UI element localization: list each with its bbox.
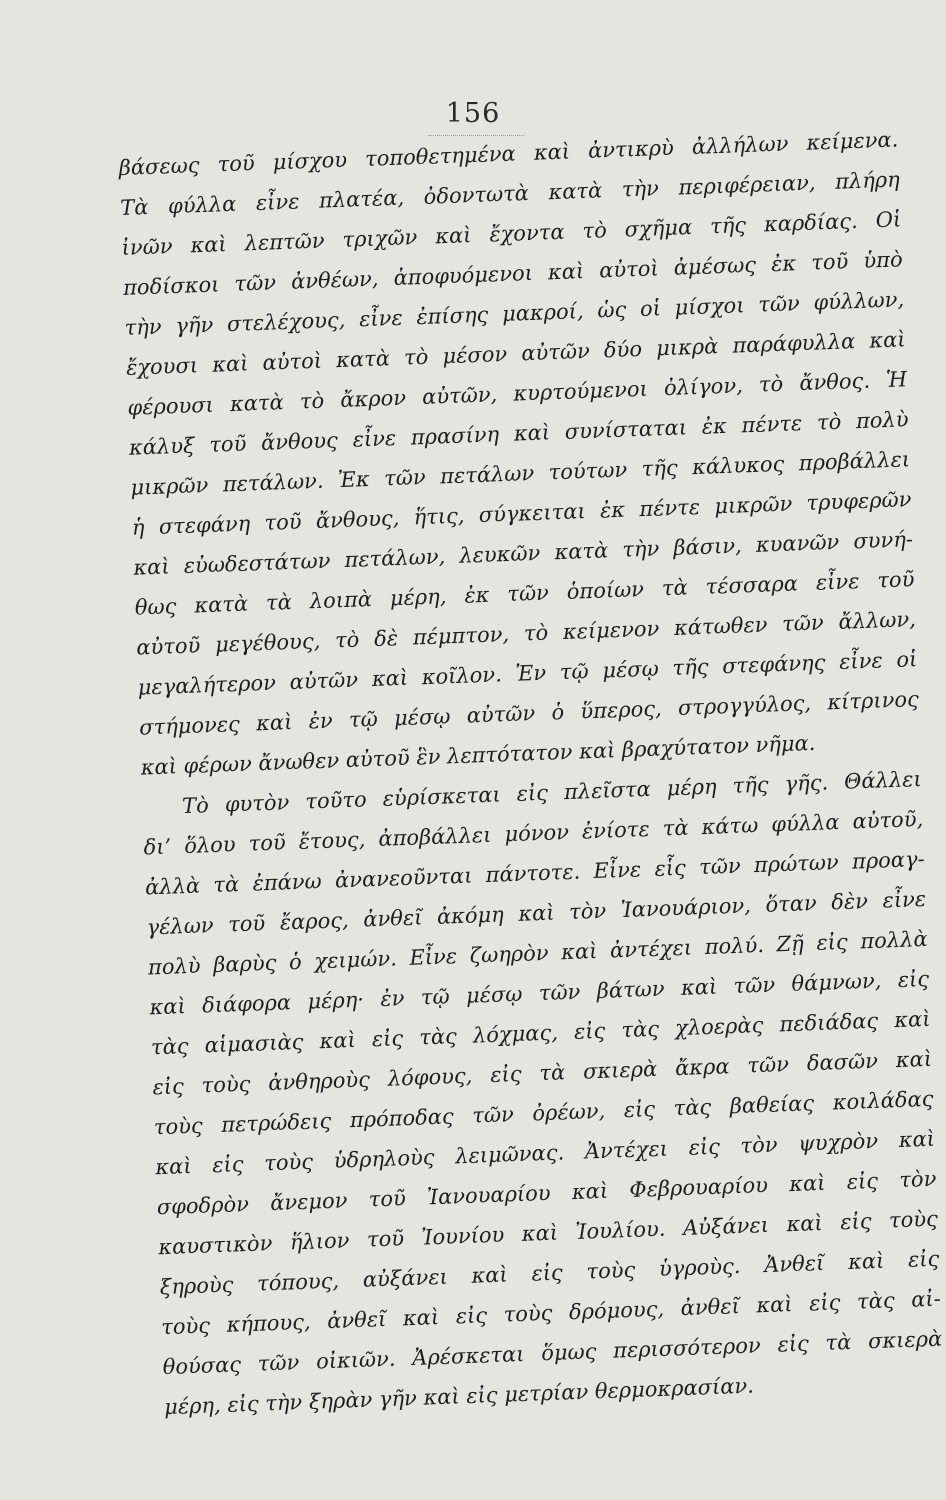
text-line: στήμονες καὶ ἐν τῷ μέσῳ αὐτῶν ὁ ὕπερος, στρογγύλος, κίτρινος (138, 687, 920, 740)
text-line: τοὺς κήπους, ἀνθεῖ καὶ εἰς τοὺς δρόμους, ἀνθεῖ καὶ εἰς τὰς αἰ- (160, 1286, 942, 1340)
text-line: κάλυξ τοῦ ἄνθους εἶνε πρασίνη καὶ συνίσταται ἐκ πέντε τὸ πολὺ (128, 407, 909, 460)
text-line: ἡ στεφάνη τοῦ ἄνθους, ἥτις, σύγκειται ἐκ πέντε μικρῶν τρυφερῶν (131, 487, 912, 540)
text-line: Τὰ φύλλα εἶνε πλατέα, ὀδοντωτὰ κατὰ τὴν περιφέρειαν, πλήρη (119, 167, 901, 220)
text-line: ἰνῶν καὶ λεπτῶν τριχῶν καὶ ἔχοντα τὸ σχῆμα τῆς καρδίας. Οἱ (121, 207, 902, 260)
text-line: καυστικὸν ἥλιον τοῦ Ἰουνίου καὶ Ἰουλίου. Αὐξάνει καὶ εἰς τοὺς (157, 1206, 939, 1260)
page-number: 156 (445, 98, 501, 129)
text-line: μεγαλήτερον αὐτῶν καὶ κοῖλον. Ἐν τῷ μέσῳ τῆς στεφάνης εἶνε οἱ (137, 647, 918, 700)
text-line: θως κατὰ τὰ λοιπὰ μέρη, ἐκ τῶν ὁποίων τὰ τέσσαρα εἶνε τοῦ (134, 567, 915, 620)
text-line: τοὺς πετρώδεις πρόποδας τῶν ὀρέων, εἰς τὰς βαθείας κοιλάδας (153, 1086, 934, 1140)
text-line: τὰς αἱμασιὰς καὶ εἰς τὰς λόχμας, εἰς τὰς χλοερὰς πεδιάδας καὶ (150, 1006, 931, 1060)
text-line: βάσεως τοῦ μίσχου τοποθετημένα καὶ ἀντικρὺ ἀλλήλων κείμενα. (118, 127, 899, 180)
text-line: μέρη, εἰς τὴν ξηρὰν γῆν καὶ εἰς μετρίαν θερμοκρασίαν. (163, 1373, 755, 1420)
text-line: ξηροὺς τόπους, αὐξάνει καὶ εἰς τοὺς ὑγροὺς. Ἀνθεῖ καὶ εἰς (159, 1246, 940, 1300)
text-line: Τὸ φυτὸν τοῦτο εὑρίσκεται εἰς πλεῖστα μέρη τῆς γῆς. Θάλλει (181, 766, 923, 819)
text-line: τὴν γῆν στελέχους, εἶνε ἐπίσης μακροί, ὡς οἱ μίσχοι τῶν φύλλων, (124, 287, 905, 340)
text-line: μικρῶν πετάλων. Ἐκ τῶν πετάλων τούτων τῆς κάλυκος προβάλλει (130, 447, 911, 500)
text-line: σφοδρὸν ἄνεμον τοῦ Ἰανουαρίου καὶ Φεβρουαρίου καὶ εἰς τὸν (156, 1166, 937, 1220)
text-line: γέλων τοῦ ἔαρος, ἀνθεῖ ἀκόμη καὶ τὸν Ἰανουάριον, ὅταν δὲν εἶνε (146, 886, 927, 940)
text-line: ἀλλὰ τὰ ἐπάνω ἀνανεοῦνται πάντοτε. Εἶνε εἷς τῶν πρώτων προαγ- (144, 846, 926, 900)
text-line: θούσας τῶν οἰκιῶν. Ἀρέσκεται ὅμως περισσότερον εἰς τὰ σκιερὰ (162, 1326, 943, 1380)
text-line: καὶ διάφορα μέρη· ἐν τῷ μέσῳ τῶν βάτων καὶ τῶν θάμνων, εἰς (149, 966, 930, 1020)
text-line: φέρουσι κατὰ τὸ ἄκρον αὐτῶν, κυρτούμενοι ὀλίγον, τὸ ἄνθος. Ἡ (127, 367, 908, 420)
text-line: καὶ εὐωδεστάτων πετάλων, λευκῶν κατὰ τὴν βάσιν, κυανῶν συνή- (132, 527, 914, 580)
text-line: αὐτοῦ μεγέθους, τὸ δὲ πέμπτον, τὸ κείμενον κάτωθεν τῶν ἄλλων, (135, 607, 917, 660)
text-line: καὶ εἰς τοὺς ὑδρηλοὺς λειμῶνας. Ἀντέχει εἰς τὸν ψυχρὸν καὶ (154, 1126, 936, 1180)
text-line: εἰς τοὺς ἀνθηροὺς λόφους, εἰς τὰ σκιερὰ ἄκρα τῶν δασῶν καὶ (152, 1046, 933, 1100)
text-line: καὶ φέρων ἄνωθεν αὐτοῦ ἓν λεπτότατον καὶ βραχύτατον νῆμα. (140, 730, 816, 780)
text-line: ποδίσκοι τῶν ἀνθέων, ἀποφυόμενοι καὶ αὐτοὶ ἀμέσως ἐκ τοῦ ὑπὸ (122, 247, 904, 300)
body-text (118, 119, 944, 1427)
text-line: πολὺ βαρὺς ὁ χειμών. Εἶνε ζωηρὸν καὶ ἀντέχει πολύ. Ζῇ εἰς πολλὰ (147, 926, 928, 980)
text-line: δι’ ὅλου τοῦ ἔτους, ἀποβάλλει μόνον ἐνίοτε τὰ κάτω φύλλα αὐτοῦ, (143, 806, 924, 860)
text-line: ἔχουσι καὶ αὐτοὶ κατὰ τὸ μέσον αὐτῶν δύο μικρὰ παράφυλλα καὶ (125, 327, 906, 380)
